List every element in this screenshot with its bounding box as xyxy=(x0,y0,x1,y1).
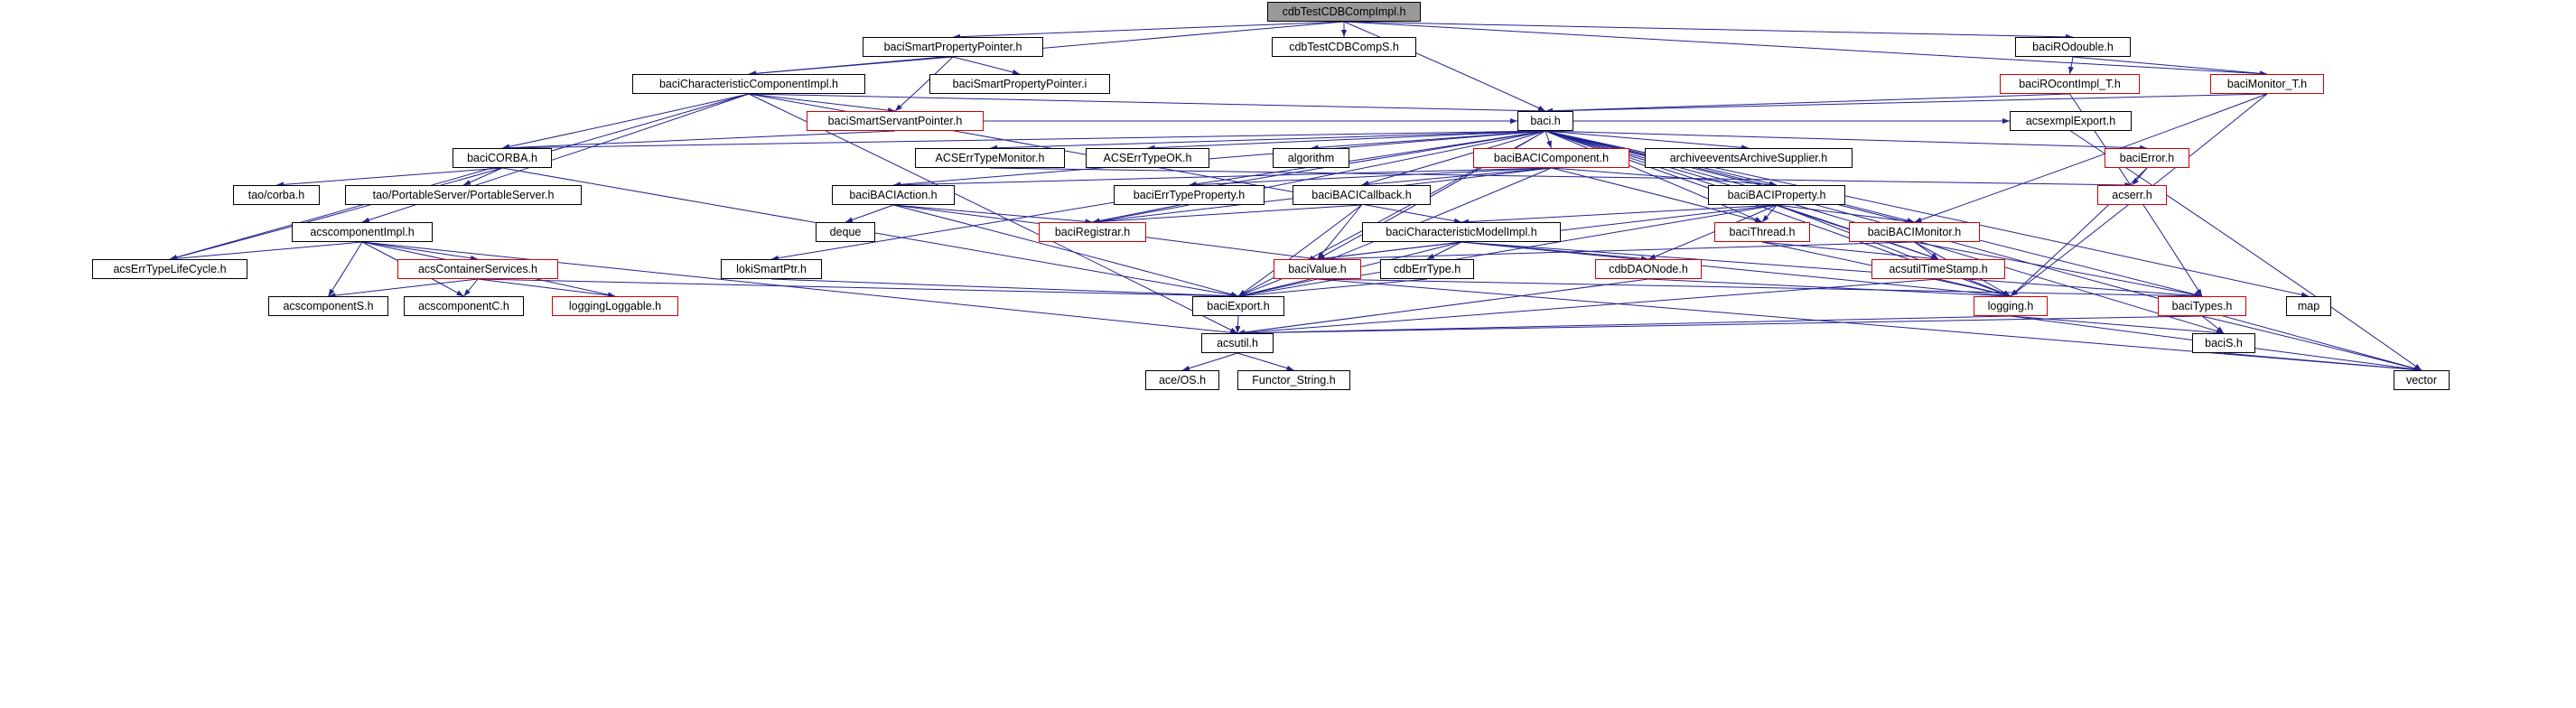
graph-node-acscomponentc-h[interactable]: acscomponentC.h xyxy=(404,296,524,316)
graph-node-bacibacimonitor-h[interactable]: baciBACIMonitor.h xyxy=(1849,222,1980,242)
graph-node-tao-portableserver-portableserver-h[interactable]: tao/PortableServer/PortableServer.h xyxy=(345,185,582,205)
graph-node-bacirodouble-h[interactable]: baciROdouble.h xyxy=(2015,37,2131,57)
graph-node-acserrtypelifecycle-h[interactable]: acsErrTypeLifeCycle.h xyxy=(92,259,247,279)
graph-node-archiveeventsarchivesupplier-h[interactable]: archiveeventsArchiveSupplier.h xyxy=(1645,148,1853,168)
graph-node-acserrtypeok-h[interactable]: ACSErrTypeOK.h xyxy=(1086,148,1209,168)
graph-node-cdbtestcdbcompimpl-h[interactable]: cdbTestCDBCompImpl.h xyxy=(1267,2,1421,22)
graph-node-bacivalue-h[interactable]: baciValue.h xyxy=(1274,259,1361,279)
graph-node-cdbtestcdbcomps-h[interactable]: cdbTestCDBCompS.h xyxy=(1272,37,1416,57)
graph-node-functor-string-h[interactable]: Functor_String.h xyxy=(1237,370,1350,390)
graph-node-bacibacicallback-h[interactable]: baciBACICallback.h xyxy=(1293,185,1431,205)
graph-node-deque[interactable]: deque xyxy=(816,222,875,242)
graph-node-bacirocontimpl-t-h[interactable]: baciROcontImpl_T.h xyxy=(2000,74,2140,94)
graph-node-ace-os-h[interactable]: ace/OS.h xyxy=(1145,370,1219,390)
graph-node-bacimonitor-t-h[interactable]: baciMonitor_T.h xyxy=(2210,74,2324,94)
graph-node-acscontainerservices-h[interactable]: acsContainerServices.h xyxy=(397,259,558,279)
graph-node-bacierror-h[interactable]: baciError.h xyxy=(2105,148,2189,168)
graph-node-bacierrtypeproperty-h[interactable]: baciErrTypeProperty.h xyxy=(1114,185,1265,205)
graph-node-acsexmplexport-h[interactable]: acsexmplExport.h xyxy=(2010,111,2132,131)
graph-node-baci-h[interactable]: baci.h xyxy=(1517,111,1573,131)
graph-node-lokismartptr-h[interactable]: lokiSmartPtr.h xyxy=(721,259,822,279)
graph-node-bacicorba-h[interactable]: baciCORBA.h xyxy=(453,148,552,168)
graph-node-logging-h[interactable]: logging.h xyxy=(1974,296,2048,316)
graph-node-acscomponentimpl-h[interactable]: acscomponentImpl.h xyxy=(292,222,433,242)
graph-node-acserrtypemonitor-h[interactable]: ACSErrTypeMonitor.h xyxy=(915,148,1065,168)
graph-node-baciexport-h[interactable]: baciExport.h xyxy=(1192,296,1284,316)
graph-node-bacismartservantpointer-h[interactable]: baciSmartServantPointer.h xyxy=(807,111,984,131)
graph-node-baciregistrar-h[interactable]: baciRegistrar.h xyxy=(1039,222,1146,242)
graph-node-map[interactable]: map xyxy=(2286,296,2331,316)
graph-node-cdberrtype-h[interactable]: cdbErrType.h xyxy=(1380,259,1474,279)
graph-node-acsutiltimestamp-h[interactable]: acsutilTimeStamp.h xyxy=(1871,259,2005,279)
graph-node-bacicharacteristiccomponentimpl-h[interactable]: baciCharacteristicComponentImpl.h xyxy=(632,74,865,94)
graph-node-tao-corba-h[interactable]: tao/corba.h xyxy=(233,185,320,205)
graph-node-bacithread-h[interactable]: baciThread.h xyxy=(1714,222,1810,242)
graph-node-loggingloggable-h[interactable]: loggingLoggable.h xyxy=(552,296,678,316)
graph-node-bacismartpropertypointer-i[interactable]: baciSmartPropertyPointer.i xyxy=(929,74,1110,94)
graph-node-algorithm[interactable]: algorithm xyxy=(1273,148,1349,168)
graph-node-acscomponents-h[interactable]: acscomponentS.h xyxy=(268,296,388,316)
graph-node-bacibacicomponent-h[interactable]: baciBACIComponent.h xyxy=(1473,148,1629,168)
graph-node-bacibaciaction-h[interactable]: baciBACIAction.h xyxy=(832,185,955,205)
graph-node-bacitypes-h[interactable]: baciTypes.h xyxy=(2158,296,2246,316)
graph-node-acserr-h[interactable]: acserr.h xyxy=(2097,185,2167,205)
graph-node-bacicharacteristicmodelimpl-h[interactable]: baciCharacteristicModelImpl.h xyxy=(1362,222,1561,242)
graph-node-acsutil-h[interactable]: acsutil.h xyxy=(1201,333,1274,353)
graph-node-cdbdaonode-h[interactable]: cdbDAONode.h xyxy=(1595,259,1702,279)
graph-node-vector[interactable]: vector xyxy=(2394,370,2450,390)
graph-node-bacibaciproperty-h[interactable]: baciBACIProperty.h xyxy=(1708,185,1845,205)
graph-node-bacismartpropertypointer-h[interactable]: baciSmartPropertyPointer.h xyxy=(863,37,1043,57)
graph-node-bacis-h[interactable]: baciS.h xyxy=(2192,333,2255,353)
